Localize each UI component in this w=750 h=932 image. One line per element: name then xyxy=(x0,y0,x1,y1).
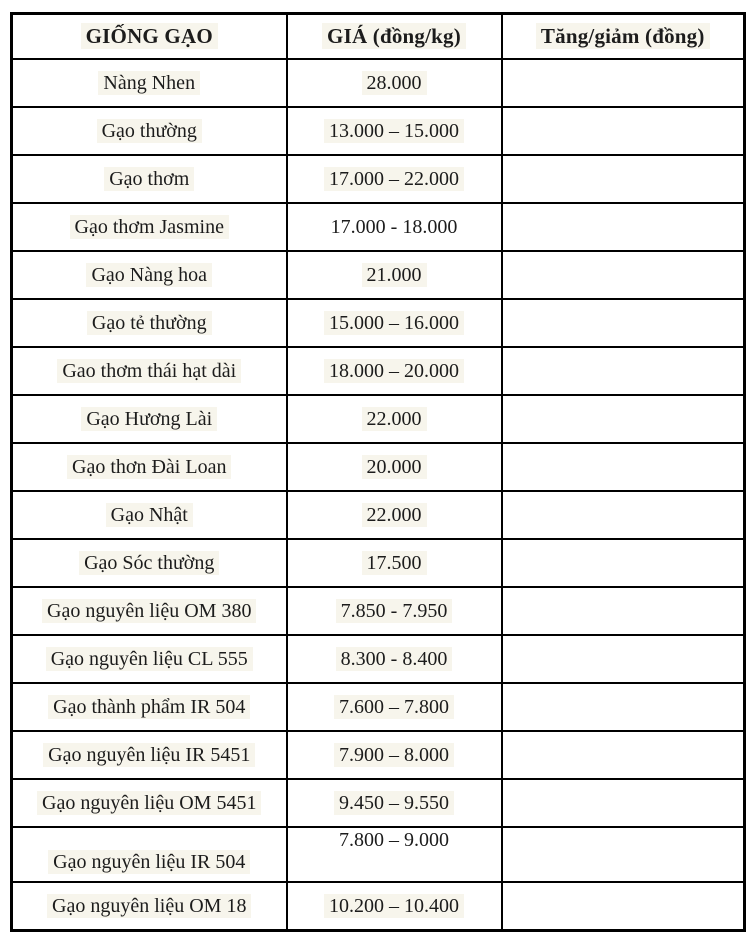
table-row xyxy=(12,683,745,731)
price-value: 28.000 xyxy=(362,71,427,95)
variety-cell xyxy=(12,59,287,107)
change-cell xyxy=(502,731,745,779)
header-cell-change xyxy=(502,14,745,60)
price-cell xyxy=(287,443,502,491)
price-value: 7.850 - 7.950 xyxy=(336,599,453,623)
table-row xyxy=(12,827,745,882)
variety-label: Gạo thành phẩm IR 504 xyxy=(48,695,250,719)
variety-label: Gạo nguyên liệu CL 555 xyxy=(46,647,253,671)
table-row xyxy=(12,107,745,155)
variety-cell xyxy=(12,731,287,779)
variety-cell xyxy=(12,491,287,539)
table-body xyxy=(12,59,745,931)
change-cell xyxy=(502,635,745,683)
change-cell xyxy=(502,59,745,107)
variety-cell xyxy=(12,827,287,882)
change-cell xyxy=(502,882,745,931)
variety-label: Gạo nguyên liệu IR 504 xyxy=(48,850,250,874)
table-row xyxy=(12,635,745,683)
price-cell xyxy=(287,587,502,635)
variety-label: Gạo thơm xyxy=(104,167,194,191)
table-row xyxy=(12,251,745,299)
table-row xyxy=(12,587,745,635)
price-cell xyxy=(287,491,502,539)
price-cell xyxy=(287,251,502,299)
table-row xyxy=(12,491,745,539)
price-cell xyxy=(287,395,502,443)
variety-cell xyxy=(12,203,287,251)
table-row xyxy=(12,539,745,587)
price-cell xyxy=(287,107,502,155)
price-value: 22.000 xyxy=(362,407,427,431)
header-cell-price xyxy=(287,14,502,60)
variety-cell xyxy=(12,539,287,587)
change-cell xyxy=(502,683,745,731)
price-value: 18.000 – 20.000 xyxy=(324,359,464,383)
price-value: 7.800 – 9.000 xyxy=(339,829,449,851)
table-row xyxy=(12,731,745,779)
variety-cell xyxy=(12,299,287,347)
table-row xyxy=(12,299,745,347)
price-value: 7.600 – 7.800 xyxy=(334,695,454,719)
variety-cell xyxy=(12,882,287,931)
header-label-change: Tăng/giảm (đồng) xyxy=(536,23,710,49)
header-label-price: GIÁ (đồng/kg) xyxy=(322,23,466,49)
table-row xyxy=(12,347,745,395)
table-row xyxy=(12,59,745,107)
price-value: 10.200 – 10.400 xyxy=(324,894,464,918)
change-cell xyxy=(502,347,745,395)
price-value: 17.000 – 22.000 xyxy=(324,167,464,191)
change-cell xyxy=(502,107,745,155)
change-cell xyxy=(502,587,745,635)
price-value: 21.000 xyxy=(362,263,427,287)
variety-cell xyxy=(12,683,287,731)
table-header xyxy=(12,14,745,60)
variety-cell xyxy=(12,251,287,299)
variety-cell xyxy=(12,779,287,827)
change-cell xyxy=(502,203,745,251)
price-cell xyxy=(287,539,502,587)
price-value: 8.300 - 8.400 xyxy=(336,647,453,671)
price-cell xyxy=(287,203,502,251)
header-label-variety: GIỐNG GẠO xyxy=(81,23,218,49)
price-cell xyxy=(287,882,502,931)
price-value: 20.000 xyxy=(362,455,427,479)
change-cell xyxy=(502,155,745,203)
variety-label: Gao thơm thái hạt dài xyxy=(57,359,241,383)
price-cell xyxy=(287,59,502,107)
variety-cell xyxy=(12,107,287,155)
variety-label: Gạo thường xyxy=(97,119,202,143)
price-cell xyxy=(287,827,502,882)
variety-label: Gạo Sóc thường xyxy=(79,551,219,575)
variety-label: Gạo nguyên liệu OM 18 xyxy=(47,894,251,918)
rice-price-table xyxy=(10,12,746,932)
variety-cell xyxy=(12,347,287,395)
price-cell xyxy=(287,347,502,395)
change-cell xyxy=(502,443,745,491)
price-cell xyxy=(287,155,502,203)
table-row xyxy=(12,443,745,491)
price-cell xyxy=(287,683,502,731)
header-cell-variety xyxy=(12,14,287,60)
change-cell xyxy=(502,251,745,299)
change-cell xyxy=(502,395,745,443)
variety-cell xyxy=(12,155,287,203)
header-row xyxy=(12,14,745,60)
table-row xyxy=(12,203,745,251)
change-cell xyxy=(502,299,745,347)
variety-label: Gạo tẻ thường xyxy=(87,311,212,335)
price-value: 22.000 xyxy=(362,503,427,527)
variety-label: Gạo Nhật xyxy=(106,503,193,527)
variety-label: Gạo Nàng hoa xyxy=(86,263,212,287)
change-cell xyxy=(502,539,745,587)
change-cell xyxy=(502,491,745,539)
variety-cell xyxy=(12,443,287,491)
variety-label: Gạo thơm Jasmine xyxy=(70,215,229,239)
price-cell xyxy=(287,731,502,779)
price-value: 13.000 – 15.000 xyxy=(324,119,464,143)
price-value: 15.000 – 16.000 xyxy=(324,311,464,335)
variety-label: Gạo nguyên liệu IR 5451 xyxy=(43,743,255,767)
change-cell xyxy=(502,827,745,882)
table-row xyxy=(12,155,745,203)
price-cell xyxy=(287,299,502,347)
price-value: 7.900 – 8.000 xyxy=(334,743,454,767)
variety-cell xyxy=(12,395,287,443)
variety-label: Gạo thơn Đài Loan xyxy=(67,455,231,479)
variety-label: Gạo Hương Lài xyxy=(81,407,217,431)
variety-label: Gạo nguyên liệu OM 5451 xyxy=(37,791,261,815)
price-cell xyxy=(287,779,502,827)
variety-label: Nàng Nhen xyxy=(98,71,200,95)
variety-cell xyxy=(12,635,287,683)
variety-label: Gạo nguyên liệu OM 380 xyxy=(42,599,256,623)
table-row xyxy=(12,882,745,931)
price-cell xyxy=(287,635,502,683)
table-row xyxy=(12,395,745,443)
price-value: 17.500 xyxy=(362,551,427,575)
variety-cell xyxy=(12,587,287,635)
price-value: 17.000 - 18.000 xyxy=(330,215,458,238)
price-value: 9.450 – 9.550 xyxy=(334,791,454,815)
table-row xyxy=(12,779,745,827)
change-cell xyxy=(502,779,745,827)
